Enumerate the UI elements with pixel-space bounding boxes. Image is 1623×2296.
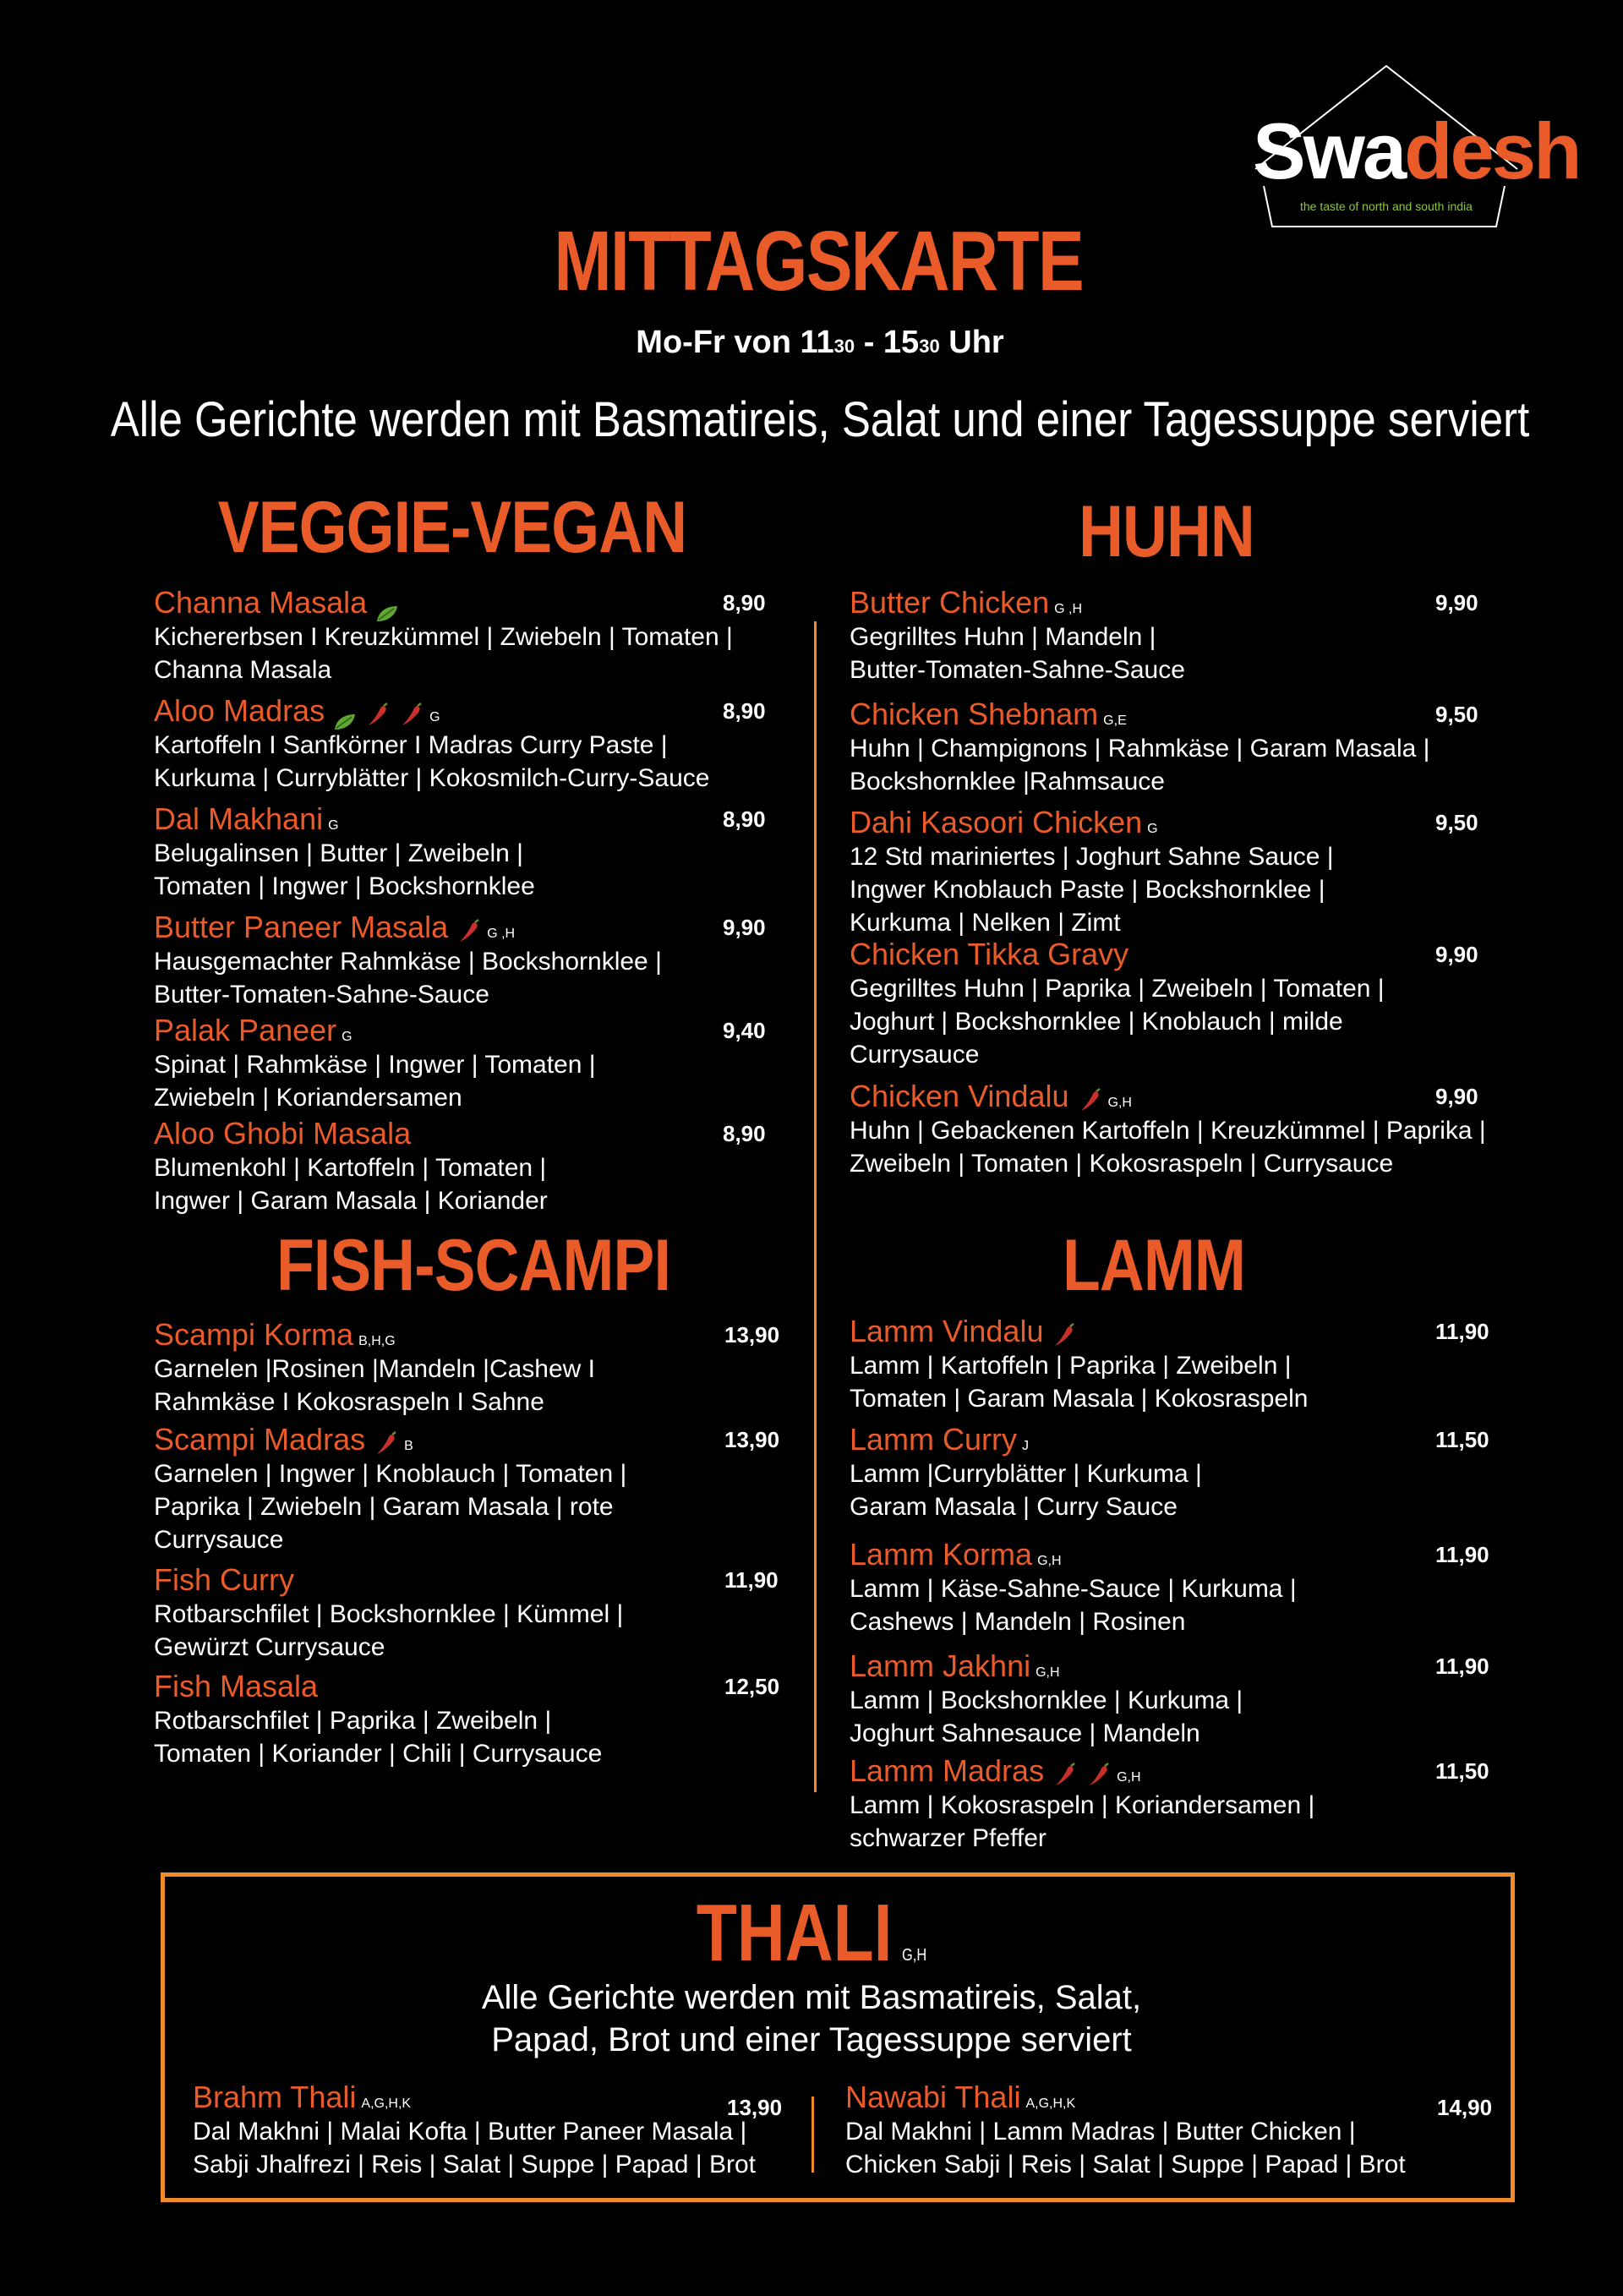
menu-item-header	[154, 585, 813, 620]
menu-item-header	[850, 1079, 1509, 1114]
menu-item-description: Rotbarschfilet | Bockshornklee | Kümmel | Gewürzt Currysauce	[154, 1600, 624, 1661]
thali-item-name: Nawabi Thali	[845, 2080, 1021, 2114]
menu-item-description: Blumenkohl | Kartoffeln | Tomaten | Ingwer | Garam Masala | Koriander	[154, 1154, 548, 1215]
menu-item-name: Chicken Tikka Gravy	[850, 937, 1129, 971]
menu-item-description: Lamm | Bockshornklee | Kurkuma | Joghurt Sahnesauce | Mandeln	[850, 1686, 1243, 1747]
page-title: MITTAGSKARTE	[554, 214, 1084, 309]
menu-item-name: Aloo Madras	[154, 693, 325, 728]
menu-item-description: Kichererbsen I Kreuzkümmel | Zwiebeln | Tomaten | Channa Masala	[154, 623, 733, 684]
menu-item-price: 11,50	[1435, 1427, 1489, 1452]
menu-item-header	[154, 1317, 813, 1353]
chili-icon	[1086, 1760, 1112, 1785]
menu-item-price: 8,90	[723, 806, 766, 832]
menu-item-header	[154, 1116, 813, 1151]
menu-item	[154, 585, 813, 686]
menu-item-price: 11,90	[724, 1567, 779, 1593]
menu-item-name: Butter Chicken	[850, 585, 1050, 620]
menu-item-price: 8,90	[723, 698, 766, 724]
allergen-tags: G ,H	[487, 927, 516, 941]
thali-title: THALI G,H	[696, 1888, 927, 1978]
menu-item	[154, 693, 813, 795]
menu-item	[850, 1753, 1509, 1855]
allergen-tags: B,H,G	[358, 1334, 396, 1348]
chili-icon	[365, 700, 391, 725]
chili-icon	[456, 916, 482, 942]
menu-item-header	[850, 1753, 1509, 1789]
allergen-tags: G ,H	[1054, 602, 1082, 616]
menu-item-description: Lamm | Käse-Sahne-Sauce | Kurkuma | Cashews | Mandeln | Rosinen	[850, 1575, 1297, 1636]
menu-item-name: Channa Masala	[154, 585, 368, 620]
menu-item	[154, 1669, 813, 1770]
menu-item	[850, 1648, 1509, 1750]
logo-wordmark: Swadesh	[1253, 107, 1580, 195]
menu-item	[850, 805, 1509, 939]
menu-item-name: Scampi Madras	[154, 1422, 366, 1457]
menu-item-description: Garnelen |Rosinen |Mandeln |Cashew I Rahmkäse I Kokosraspeln I Sahne	[154, 1355, 595, 1416]
thali-item-price: 14,90	[1437, 2095, 1493, 2120]
menu-item-header	[850, 937, 1509, 972]
menu-item-header	[850, 1422, 1509, 1457]
menu-item	[154, 1116, 813, 1217]
menu-item	[850, 585, 1509, 686]
allergen-tags: G,H	[1037, 1554, 1062, 1568]
menu-item-description: 12 Std mariniertes | Joghurt Sahne Sauce | Ingwer Knoblauch Paste | Bockshornklee | Kurkuma | Nelken | Zimt	[850, 843, 1334, 937]
thali-item-description: Dal Makhni | Lamm Madras | Butter Chicken | Chicken Sabji | Reis | Salat | Suppe | Papad | Brot	[845, 2118, 1406, 2178]
menu-item-name: Lamm Curry	[850, 1422, 1018, 1457]
menu-item-header	[154, 1013, 813, 1048]
section-title-fish: FISH-SCAMPI	[276, 1225, 670, 1306]
menu-item-header	[154, 1422, 813, 1457]
menu-item-header	[850, 697, 1509, 732]
thali-item-price: 13,90	[727, 2095, 783, 2120]
allergen-tags: G,H	[1107, 1096, 1132, 1110]
menu-item-price: 9,50	[1435, 702, 1478, 727]
allergen-tags: G	[1147, 822, 1158, 836]
chili-icon	[1052, 1320, 1077, 1346]
chili-icon	[1078, 1085, 1103, 1111]
menu-item-price: 11,90	[1435, 1542, 1489, 1567]
chili-icon	[399, 700, 424, 725]
section-title-veggie: VEGGIE-VEGAN	[217, 487, 687, 568]
menu-item-header	[850, 1537, 1509, 1572]
menu-item-header	[850, 805, 1509, 840]
menu-item-name: Chicken Shebnam	[850, 697, 1099, 731]
menu-item-name: Lamm Madras	[850, 1753, 1045, 1788]
section-title-huhn: HUHN	[1079, 491, 1254, 572]
menu-item-name: Palak Paneer	[154, 1013, 337, 1047]
menu-item-description: Lamm |Curryblätter | Kurkuma | Garam Masala | Curry Sauce	[850, 1460, 1202, 1521]
menu-item-price: 11,90	[1435, 1654, 1489, 1679]
menu-item-name: Fish Masala	[154, 1669, 319, 1703]
menu-item-description: Kartoffeln I Sanfkörner I Madras Curry Paste | Kurkuma | Curryblätter | Kokosmilch-Curry-Sauce	[154, 731, 710, 792]
opening-hours: Mo-Fr von 1130 - 1530 Uhr	[636, 325, 1004, 360]
chili-icon	[1052, 1760, 1078, 1785]
menu-item-price: 13,90	[724, 1427, 780, 1452]
menu-item	[154, 1562, 813, 1664]
menu-item-description: Garnelen | Ingwer | Knoblauch | Tomaten | Paprika | Zwiebeln | Garam Masala | rote Currysauce	[154, 1460, 627, 1554]
menu-item-description: Lamm | Kartoffeln | Paprika | Zweibeln | Tomaten | Garam Masala | Kokosraspeln	[850, 1352, 1309, 1413]
allergen-tags: A,G,H,K	[1025, 2096, 1076, 2111]
menu-item-description: Spinat | Rahmkäse | Ingwer | Tomaten | Zwiebeln | Koriandersamen	[154, 1051, 596, 1112]
menu-item-price: 9,90	[1435, 942, 1478, 967]
logo-tagline: the taste of north and south india	[1300, 200, 1473, 213]
menu-item-price: 9,90	[723, 915, 766, 940]
menu-item	[154, 910, 813, 1011]
thali-item-header	[845, 2080, 1505, 2115]
menu-item-description: Huhn | Gebackenen Kartoffeln | Kreuzkümmel | Paprika | Zweibeln | Tomaten | Kokosraspeln | Currysauce	[850, 1117, 1486, 1178]
menu-item-header	[154, 910, 813, 945]
menu-item-price: 9,90	[1435, 590, 1478, 615]
allergen-tags: G,H	[1117, 1770, 1141, 1785]
menu-item-price: 9,40	[723, 1018, 766, 1043]
swadesh-logo	[1243, 59, 1580, 228]
leaf-icon	[333, 703, 357, 722]
menu-item-header	[154, 801, 813, 837]
menu-item-description: Belugalinsen | Butter | Zweibeln | Tomaten | Ingwer | Bockshornklee	[154, 839, 535, 900]
leaf-icon	[375, 595, 399, 614]
allergen-tags: J	[1022, 1439, 1030, 1453]
menu-item-price: 11,50	[1435, 1758, 1489, 1784]
menu-item-price: 8,90	[723, 1121, 766, 1146]
thali-item-name: Brahm Thali	[193, 2080, 357, 2114]
menu-item-price: 8,90	[723, 590, 766, 615]
allergen-tags: G,E	[1103, 713, 1127, 728]
menu-item-name: Dahi Kasoori Chicken	[850, 805, 1143, 839]
served-note: Alle Gerichte werden mit Basmatireis, Salat und einer Tagessuppe serviert	[110, 392, 1530, 447]
menu-item-description: Gegrilltes Huhn | Mandeln | Butter-Tomaten-Sahne-Sauce	[850, 623, 1185, 684]
menu-item-name: Lamm Korma	[850, 1537, 1033, 1572]
menu-item-header	[154, 693, 813, 729]
chili-icon	[374, 1429, 399, 1454]
menu-item-name: Lamm Vindalu	[850, 1314, 1044, 1348]
menu-item-name: Butter Paneer Masala	[154, 910, 449, 944]
allergen-tags: G	[342, 1030, 352, 1044]
menu-item-price: 11,90	[1435, 1319, 1489, 1344]
menu-item-name: Chicken Vindalu	[850, 1079, 1069, 1113]
menu-item	[154, 801, 813, 903]
menu-item	[850, 937, 1509, 1071]
thali-item	[845, 2080, 1505, 2181]
menu-item-name: Dal Makhani	[154, 801, 324, 836]
menu-item-header	[850, 585, 1509, 620]
menu-item-description: Huhn | Champignons | Rahmkäse | Garam Masala | Bockshornklee |Rahmsauce	[850, 735, 1430, 795]
section-title-lamm: LAMM	[1063, 1225, 1245, 1306]
menu-item-header	[850, 1314, 1509, 1349]
menu-item-description: Lamm | Kokosraspeln | Koriandersamen | schwarzer Pfeffer	[850, 1791, 1315, 1852]
thali-served-note: Alle Gerichte werden mit Basmatireis, Salat, Papad, Brot und einer Tagessuppe serviert	[481, 1979, 1142, 2058]
menu-item-price: 9,90	[1435, 1084, 1478, 1109]
menu-item-name: Fish Curry	[154, 1562, 295, 1597]
menu-item-price: 12,50	[724, 1674, 780, 1699]
menu-item-price: 13,90	[724, 1322, 780, 1348]
allergen-tags: G	[429, 710, 440, 724]
menu-item-description: Rotbarschfilet | Paprika | Zweibeln | Tomaten | Koriander | Chili | Currysauce	[154, 1707, 603, 1768]
allergen-tags: B	[404, 1439, 413, 1453]
menu-item-name: Scampi Korma	[154, 1317, 354, 1352]
allergen-tags: G,H	[1036, 1665, 1060, 1680]
allergen-tags: A,G,H,K	[361, 2096, 412, 2111]
menu-item-description: Hausgemachter Rahmkäse | Bockshornklee | Butter-Tomaten-Sahne-Sauce	[154, 948, 662, 1009]
column-divider	[814, 621, 817, 1792]
menu-item-header	[154, 1562, 813, 1598]
menu-item	[850, 1079, 1509, 1180]
menu-item-header	[154, 1669, 813, 1704]
menu-item	[850, 697, 1509, 798]
menu-item-name: Lamm Jakhni	[850, 1648, 1031, 1683]
allergen-tags: G	[328, 818, 339, 833]
menu-item	[850, 1314, 1509, 1415]
menu-item	[850, 1537, 1509, 1638]
menu-item	[850, 1422, 1509, 1523]
menu-item-name: Aloo Ghobi Masala	[154, 1116, 412, 1151]
menu-item-price: 9,50	[1435, 810, 1478, 835]
menu-item	[154, 1317, 813, 1419]
menu-item	[154, 1013, 813, 1114]
menu-item-header	[850, 1648, 1509, 1684]
menu-item	[154, 1422, 813, 1556]
thali-item-description: Dal Makhni | Malai Kofta | Butter Paneer Masala | Sabji Jhalfrezi | Reis | Salat | Suppe | Papad | Brot	[193, 2118, 756, 2178]
menu-item-description: Gegrilltes Huhn | Paprika | Zweibeln | Tomaten | Joghurt | Bockshornklee | Knoblauch | milde Currysauce	[850, 975, 1385, 1069]
